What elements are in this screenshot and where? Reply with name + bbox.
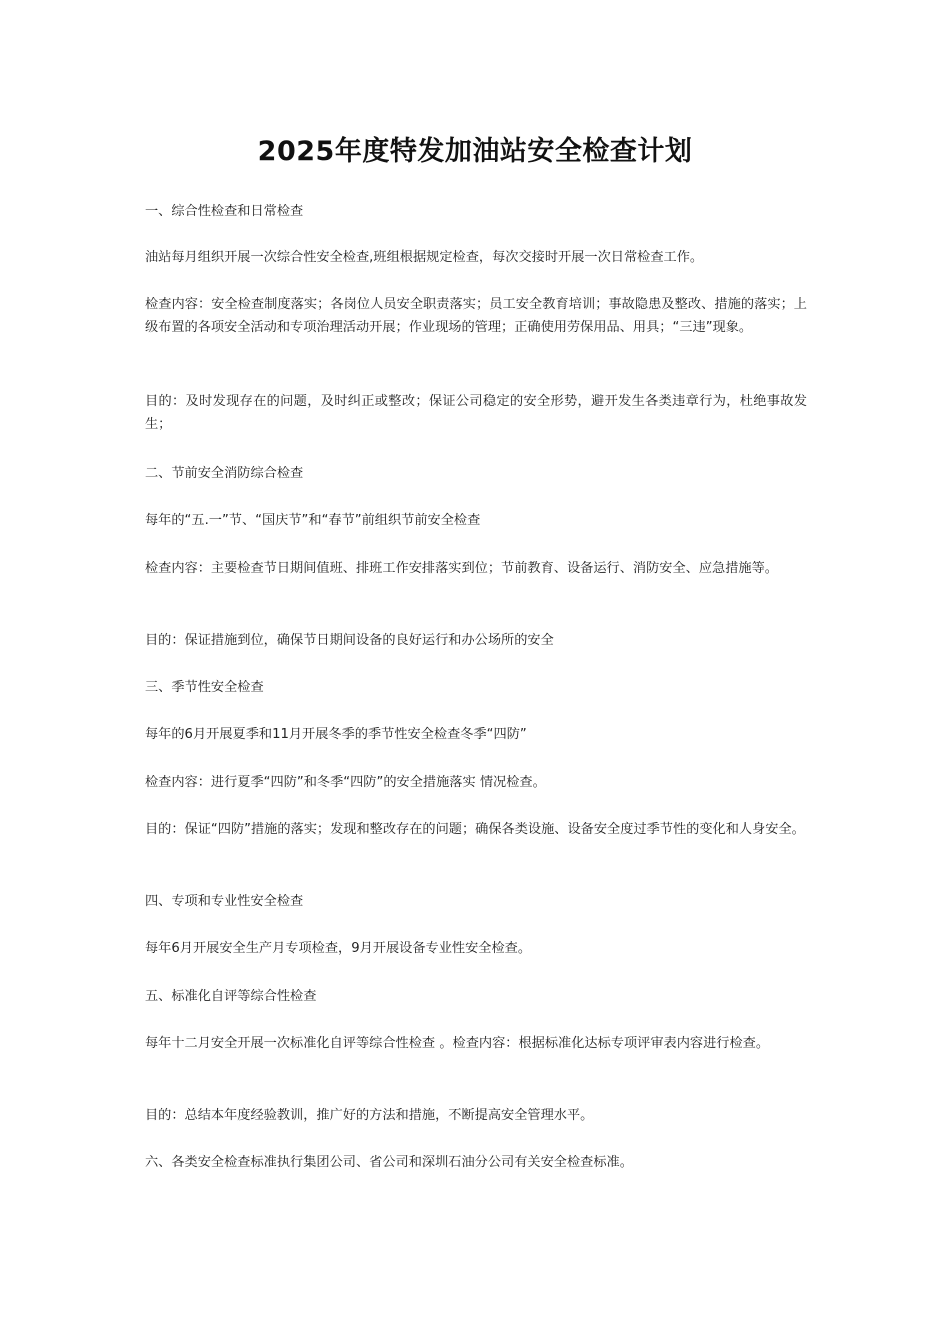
paragraph: 每年的“五.一”节、“国庆节”和“春节”前组织节前安全检查 bbox=[145, 513, 481, 528]
section-heading-4: 四、专项和专业性安全检查 bbox=[145, 894, 304, 909]
paragraph: 目的：保证措施到位，确保节日期间设备的良好运行和办公场所的安全 bbox=[145, 633, 554, 648]
paragraph: 每年十二月安全开展一次标准化自评等综合性检查 。检查内容：根据标准化达标专项评审表内容进行检查。 bbox=[145, 1036, 770, 1051]
paragraph: 目的：保证“四防”措施的落实；发现和整改存在的问题；确保各类设施、设备安全度过季节性的变化和人身安全。 bbox=[145, 822, 805, 837]
paragraph: 每年的6月开展夏季和11月开展冬季的季节性安全检查冬季“四防” bbox=[145, 727, 527, 742]
section-heading-3: 三、季节性安全检查 bbox=[145, 680, 264, 695]
paragraph: 检查内容：进行夏季“四防”和冬季“四防”的安全措施落实 情况检查。 bbox=[145, 775, 546, 790]
paragraph: 检查内容：主要检查节日期间值班、排班工作安排落实到位；节前教育、设备运行、消防安全、应急措施等。 bbox=[145, 561, 778, 576]
paragraph: 检查内容：安全检查制度落实；各岗位人员安全职责落实；员工安全教育培训；事故隐患及整改、措施的落实；上级布置的各项安全活动和专项治理活动开展；作业现场的管理；正确使用劳保用品、用具；“三违”现象。 bbox=[145, 297, 807, 335]
paragraph: 目的：总结本年度经验教训，推广好的方法和措施，不断提高安全管理水平。 bbox=[145, 1108, 594, 1123]
document-title: 2025年度特发加油站安全检查计划 bbox=[257, 136, 693, 167]
section-heading-1: 一、综合性检查和日常检查 bbox=[145, 204, 304, 219]
section-heading-5: 五、标准化自评等综合性检查 bbox=[145, 989, 317, 1004]
paragraph: 每年6月开展安全生产月专项检查，9月开展设备专业性安全检查。 bbox=[145, 941, 532, 956]
paragraph: 油站每月组织开展一次综合性安全检查,班组根据规定检查，每次交接时开展一次日常检查工作。 bbox=[145, 250, 704, 265]
section-heading-6: 六、各类安全检查标准执行集团公司、省公司和深圳石油分公司有关安全检查标准。 bbox=[145, 1155, 633, 1170]
paragraph: 目的：及时发现存在的问题，及时纠正或整改；保证公司稳定的安全形势，避开发生各类违章行为，杜绝事故发生； bbox=[145, 394, 807, 432]
section-heading-2: 二、节前安全消防综合检查 bbox=[145, 466, 304, 481]
